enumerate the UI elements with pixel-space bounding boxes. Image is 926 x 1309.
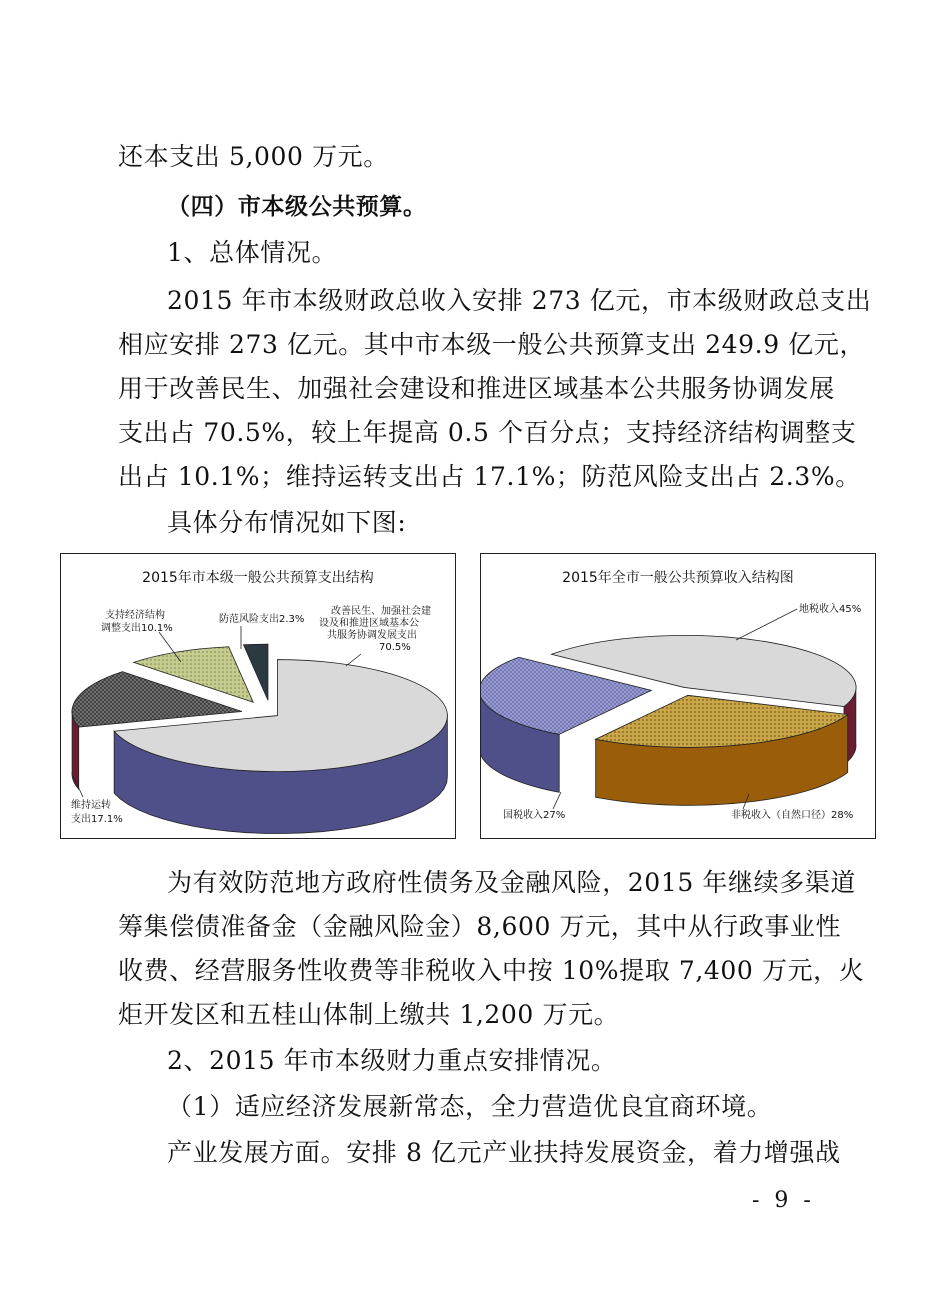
paragraph-line: 用于改善民生、加强社会建设和推进区域基本公共服务协调发展 [118,374,835,403]
leader-line [736,609,797,640]
slice-label-livelihood-2: 设及和推进区域基本公 [319,618,419,629]
slice-label-livelihood-3: 共服务协调发展支出 [327,630,417,641]
paragraph-line: 支出占 70.5%，较上年提高 0.5 个百分点；支持经济结构调整支 [118,418,857,447]
slice-label-structure-2: 调整支出10.1% [101,623,173,634]
revenue-chart-svg [481,554,875,838]
revenue-chart [480,553,876,839]
pie-chart-1 [72,644,447,833]
chart-title: 2015年市本级一般公共预算支出结构 [142,570,374,586]
subsection-heading: 1、总体情况。 [167,238,338,267]
paragraph-line: 炬开发区和五桂山体制上缴共 1,200 万元。 [118,1000,620,1029]
paragraph-line: 为有效防范地方政府性债务及金融风险，2015 年继续多渠道 [167,868,856,897]
pie-chart-2 [481,635,856,805]
paragraph-line: 具体分布情况如下图: [167,508,407,537]
page-number: - 9 - [752,1188,815,1213]
slice-label-livelihood-1: 改善民生、加强社会建 [331,606,431,617]
slice-label-risk: 防范风险支出2.3% [219,614,305,625]
paragraph-line: 筹集偿债准备金（金融风险金）8,600 万元，其中从行政事业性 [118,912,842,941]
paragraph-line: 2015 年市本级财政总收入安排 273 亿元，市本级财政总支出 [167,286,872,315]
subsection-heading: 2、2015 年市本级财力重点安排情况。 [167,1046,617,1075]
expenditure-chart [60,553,456,839]
chart-title: 2015年全市一般公共预算收入结构图 [562,570,794,586]
slice-label-structure-1: 支持经济结构 [105,610,165,621]
leader-line [553,792,561,809]
paragraph-line: 出占 10.1%；维持运转支出占 17.1%；防范风险支出占 2.3%。 [118,462,861,491]
slice-label-operation-1: 维持运转 [71,800,111,811]
slice-label-livelihood-4: 70.5% [379,642,411,653]
slice-label-national-tax: 国税收入27% [503,810,566,821]
paragraph-line: 产业发展方面。安排 8 亿元产业扶持发展资金，着力增强战 [167,1138,841,1167]
paragraph-line: 收费、经营服务性收费等非税收入中按 10%提取 7,400 万元，火 [118,956,865,985]
leader-line [346,654,361,666]
subsection-heading: （1）适应经济发展新常态，全力营造优良宜商环境。 [167,1092,773,1121]
slice-label-nontax: 非税收入（自然口径）28% [731,810,854,821]
slice-label-operation-2: 支出17.1% [71,814,123,825]
slice-label-local-tax: 地税收入45% [799,604,862,615]
section-heading: （四）市本级公共预算。 [167,194,427,220]
paragraph-line: 相应安排 273 亿元。其中市本级一般公共预算支出 249.9 亿元， [118,330,866,359]
paragraph-line: 还本支出 5,000 万元。 [118,142,389,171]
expenditure-chart-svg [61,554,455,838]
